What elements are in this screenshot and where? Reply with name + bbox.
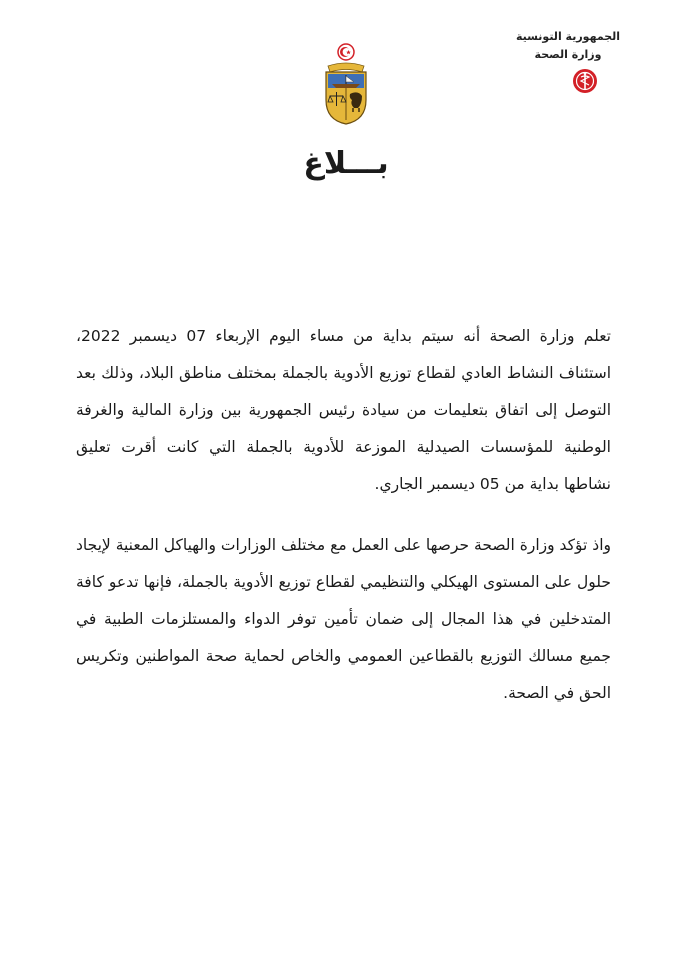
coat-of-arms-icon [318, 42, 374, 126]
paragraph-2: واذ تؤكد وزارة الصحة حرصها على العمل مع مختلف الوزارات والهياكل المعنية لإيجاد حلول على المستوى الهيكلي والتنظيمي لقطاع توزيع الأدوية بالجملة، فإنها تدعو كافة المتدخلين في هذا المجال إلى ضمان تأمين توفر الدواء والمستلزمات الطبية في جميع مسالك التوزيع بالقطاعين العمومي والخاص لحماية صحة المواطنين وتكريس الحق في الصحة. [75, 536, 611, 702]
ministry-name: وزارة الصحة [534, 48, 602, 61]
letterhead [508, 28, 628, 94]
country-name: الجمهورية التونسية [515, 30, 621, 43]
ministry-of-health-logo-icon [572, 68, 598, 94]
paragraph-1: تعلم وزارة الصحة أنه سيتم بداية من مساء اليوم الإربعاء 07 ديسمبر 2022، استئناف النشاط العادي لقطاع توزيع الأدوية بالجملة بمختلف مناطق البلاد، وذلك بعد التوصل إلى اتفاق بتعليمات من سيادة رئيس الجمهورية بين وزارة المالية والغرفة الوطنية للمؤسسات الصيدلية الموزعة للأدوية بالجملة التي كانت أقرت تعليق نشاطها بداية من 05 ديسمبر الجاري. [76, 327, 611, 493]
document-title: بـــلاغ [303, 146, 389, 181]
